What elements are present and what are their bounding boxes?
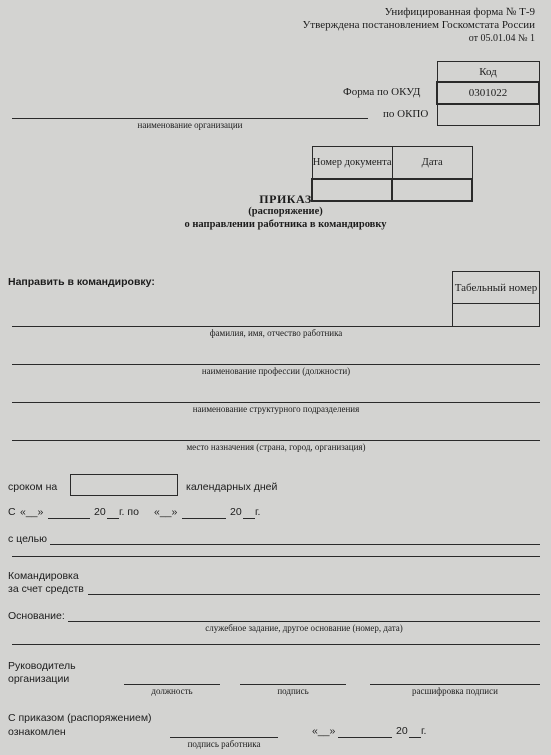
acquainted-month-line[interactable] — [338, 737, 392, 738]
order-title: ПРИКАЗ — [259, 192, 312, 206]
from-month-line[interactable] — [48, 518, 90, 519]
okud-code-cell[interactable]: 0301022 — [437, 82, 539, 104]
head-label-1: Руководитель — [8, 660, 76, 672]
send-label: Направить в командировку: — [8, 276, 155, 288]
okud-label: Форма по ОКУД — [343, 86, 421, 98]
basis-line-1[interactable] — [68, 621, 540, 622]
acquainted-year-suffix: г. — [421, 725, 427, 737]
acquainted-year-line[interactable] — [409, 737, 421, 738]
from-label: С — [8, 506, 16, 518]
purpose-line-1[interactable] — [50, 544, 540, 545]
to-year-prefix: 20 — [230, 506, 242, 518]
worker-signature-caption: подпись работника — [187, 739, 261, 749]
order-subtitle: (распоряжение) — [248, 206, 323, 217]
from-year-prefix: 20 — [94, 506, 106, 518]
acquainted-year-prefix: 20 — [396, 725, 408, 737]
from-day[interactable]: «__» — [20, 506, 44, 518]
funding-label-1: Командировка — [8, 570, 79, 582]
head-signature-line[interactable] — [240, 684, 346, 685]
acquainted-label-1: С приказом (распоряжением) — [8, 712, 152, 724]
to-month-line[interactable] — [182, 518, 226, 519]
form-name: Унифицированная форма № Т-9 — [384, 6, 535, 18]
order-description: о направлении работника в командировку — [184, 219, 387, 230]
basis-label: Основание: — [8, 610, 65, 622]
profession-caption: наименование профессии (должности) — [201, 366, 351, 376]
to-year-suffix: г. — [255, 506, 261, 518]
code-header: Код — [437, 62, 539, 83]
doc-date-header: Дата — [392, 147, 472, 180]
term-days-input[interactable] — [70, 474, 178, 496]
funding-label-2: за счет средств — [8, 583, 84, 595]
purpose-line-2[interactable] — [12, 556, 540, 557]
fio-line[interactable] — [12, 326, 452, 327]
term-label: сроком на — [8, 481, 58, 493]
worker-signature-line[interactable] — [170, 737, 278, 738]
from-year-line[interactable] — [107, 518, 119, 519]
head-label-2: организации — [8, 673, 70, 685]
department-line[interactable] — [12, 402, 540, 403]
tab-number-header: Табельный номер — [453, 272, 540, 304]
purpose-label: с целью — [8, 533, 48, 545]
profession-line[interactable] — [12, 364, 540, 365]
tab-number-cell[interactable] — [453, 304, 540, 327]
okpo-code-cell[interactable] — [437, 104, 539, 126]
fio-caption: фамилия, имя, отчество работника — [209, 328, 343, 338]
approval-text: Утверждена постановлением Госкомстата России — [302, 19, 535, 31]
funding-line[interactable] — [88, 594, 540, 595]
tab-number-table — [452, 271, 540, 327]
to-day[interactable]: «__» — [154, 506, 178, 518]
doc-number-header: Номер документа — [312, 147, 392, 180]
department-caption: наименование структурного подразделения — [192, 404, 360, 414]
destination-line[interactable] — [12, 440, 540, 441]
to-year-line[interactable] — [243, 518, 255, 519]
codes-table — [436, 61, 540, 126]
head-position-caption: должность — [151, 686, 193, 696]
head-decode-line[interactable] — [370, 684, 540, 685]
approval-date: от 05.01.04 № 1 — [468, 33, 535, 44]
organization-caption: наименование организации — [137, 120, 243, 130]
head-position-line[interactable] — [124, 684, 220, 685]
basis-line-2[interactable] — [12, 644, 540, 645]
head-signature-caption: подпись — [277, 686, 309, 696]
term-suffix: календарных дней — [186, 481, 278, 493]
basis-caption: служебное задание, другое основание (номер, дата) — [205, 623, 403, 633]
okpo-label: по ОКПО — [383, 108, 429, 120]
acquainted-label-2: ознакомлен — [8, 726, 66, 738]
from-year-suffix: г. по — [119, 506, 139, 518]
organization-line[interactable] — [12, 118, 368, 119]
destination-caption: место назначения (страна, город, организация) — [186, 442, 366, 452]
head-decode-caption: расшифровка подписи — [412, 686, 498, 696]
acquainted-day[interactable]: «__» — [312, 725, 336, 737]
